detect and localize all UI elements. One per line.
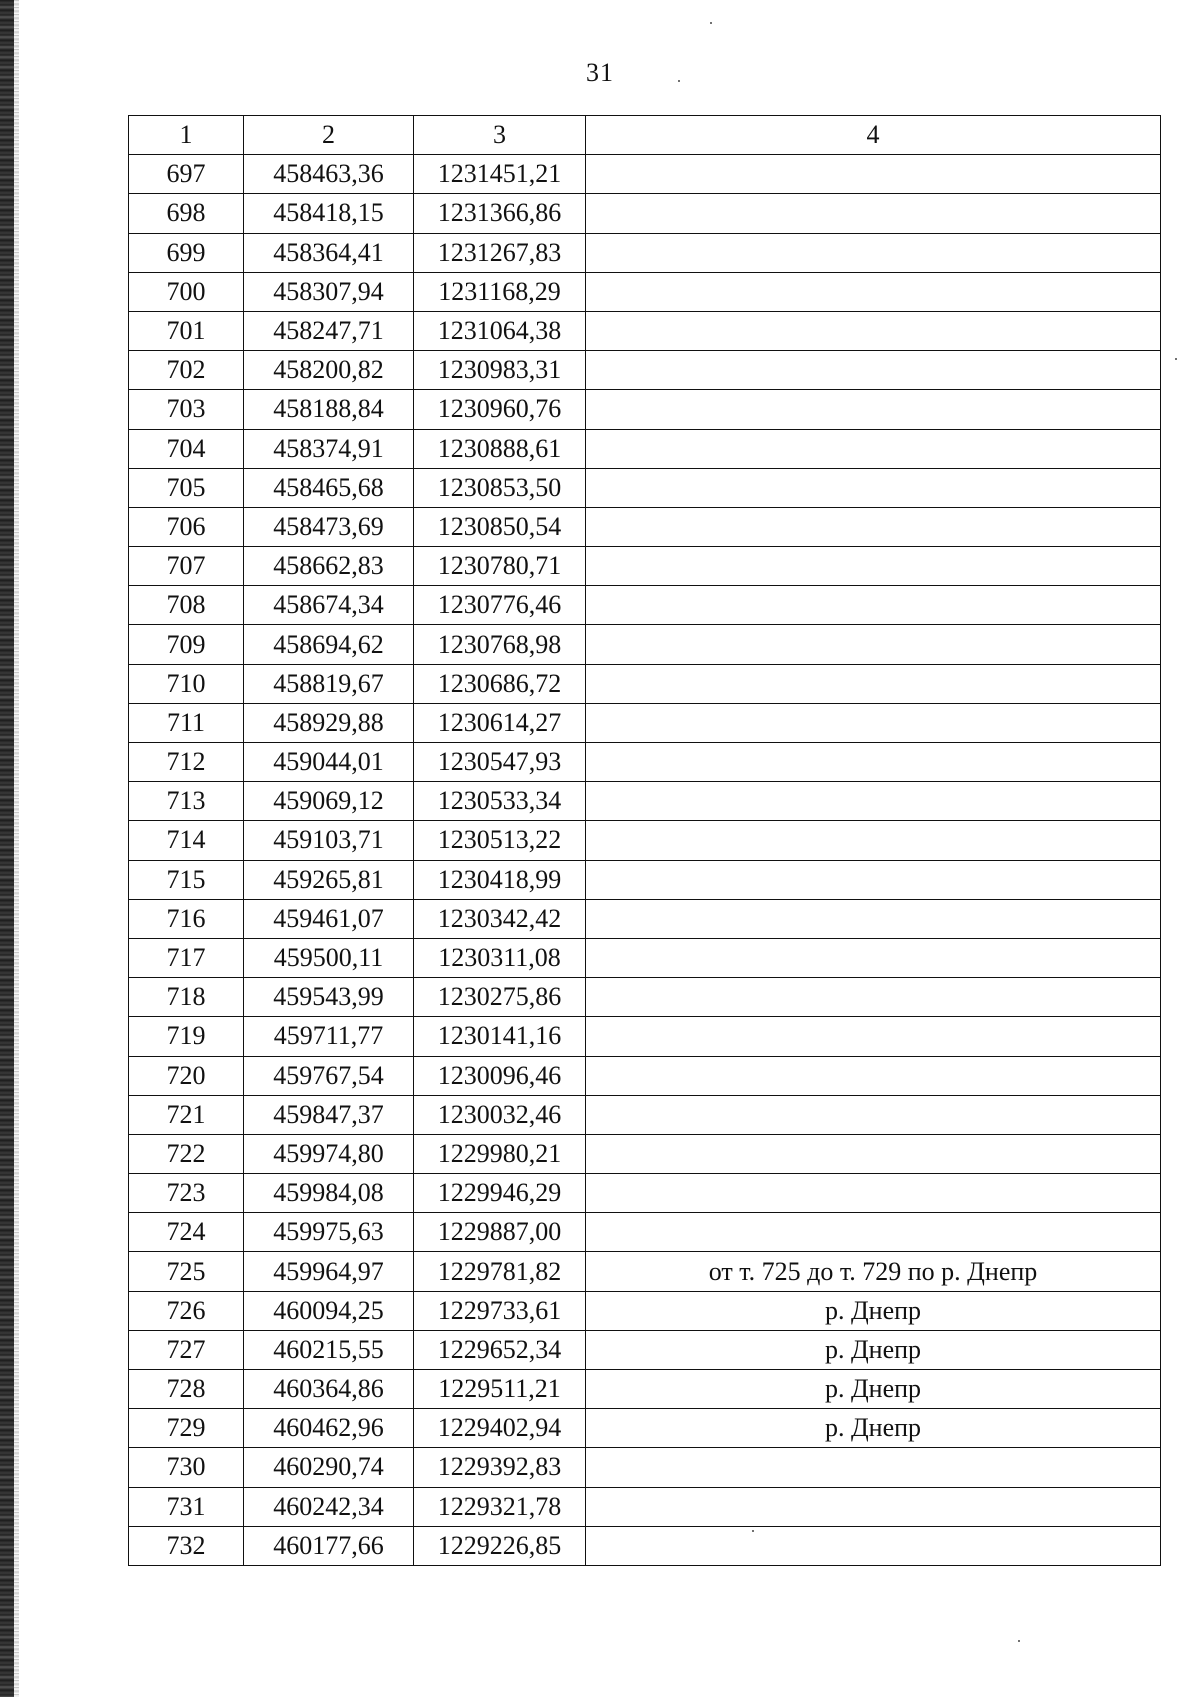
x-coordinate-cell: 459847,37 [244,1095,414,1134]
description-cell [586,390,1161,429]
y-coordinate-cell: 1230342,42 [414,899,586,938]
point-number-cell: 703 [129,390,244,429]
table-row [129,1487,1161,1526]
table-row [129,311,1161,350]
description-cell [586,899,1161,938]
description-cell [586,1213,1161,1252]
description-cell: от т. 725 до т. 729 по р. Днепр [586,1252,1161,1291]
y-coordinate-cell: 1230776,46 [414,586,586,625]
y-coordinate-cell: 1230311,08 [414,938,586,977]
y-coordinate-cell: 1229321,78 [414,1487,586,1526]
scan-speck [710,22,712,24]
table-row [129,743,1161,782]
y-coordinate-cell: 1230768,98 [414,625,586,664]
point-number-cell: 732 [129,1526,244,1565]
point-number-cell: 728 [129,1370,244,1409]
description-cell [586,194,1161,233]
y-coordinate-cell: 1229733,61 [414,1291,586,1330]
coordinates-table [128,115,1161,1566]
table-row [129,1174,1161,1213]
y-coordinate-cell: 1231366,86 [414,194,586,233]
y-coordinate-cell: 1230850,54 [414,507,586,546]
x-coordinate-cell: 458473,69 [244,507,414,546]
x-coordinate-cell: 459265,81 [244,860,414,899]
y-coordinate-cell: 1230275,86 [414,978,586,1017]
table-row [129,1095,1161,1134]
x-coordinate-cell: 459974,80 [244,1134,414,1173]
point-number-cell: 709 [129,625,244,664]
description-cell [586,1448,1161,1487]
table-row [129,1448,1161,1487]
x-coordinate-cell: 458463,36 [244,155,414,194]
point-number-cell: 701 [129,311,244,350]
point-number-cell: 700 [129,272,244,311]
y-coordinate-cell: 1231064,38 [414,311,586,350]
x-coordinate-cell: 459044,01 [244,743,414,782]
description-cell [586,1526,1161,1565]
point-number-cell: 706 [129,507,244,546]
table-row [129,1213,1161,1252]
x-coordinate-cell: 460290,74 [244,1448,414,1487]
description-cell [586,821,1161,860]
description-cell: р. Днепр [586,1409,1161,1448]
point-number-cell: 707 [129,547,244,586]
x-coordinate-cell: 458465,68 [244,468,414,507]
table-row [129,390,1161,429]
table-row [129,272,1161,311]
point-number-cell: 715 [129,860,244,899]
table-row [129,938,1161,977]
point-number-cell: 713 [129,782,244,821]
x-coordinate-cell: 459767,54 [244,1056,414,1095]
point-number-cell: 708 [129,586,244,625]
point-number-cell: 727 [129,1330,244,1369]
description-cell [586,1174,1161,1213]
table-body [129,155,1161,1566]
table-row [129,978,1161,1017]
y-coordinate-cell: 1229781,82 [414,1252,586,1291]
y-coordinate-cell: 1230547,93 [414,743,586,782]
point-number-cell: 710 [129,664,244,703]
description-cell [586,155,1161,194]
y-coordinate-cell: 1229946,29 [414,1174,586,1213]
x-coordinate-cell: 459500,11 [244,938,414,977]
table-row [129,860,1161,899]
table-row [129,1370,1161,1409]
point-number-cell: 716 [129,899,244,938]
column-header: 1 [129,116,244,155]
x-coordinate-cell: 458188,84 [244,390,414,429]
point-number-cell: 711 [129,703,244,742]
point-number-cell: 724 [129,1213,244,1252]
table-row [129,899,1161,938]
table-row [129,586,1161,625]
point-number-cell: 725 [129,1252,244,1291]
x-coordinate-cell: 459543,99 [244,978,414,1017]
page-number: 31 [586,58,614,87]
y-coordinate-cell: 1230614,27 [414,703,586,742]
x-coordinate-cell: 458247,71 [244,311,414,350]
y-coordinate-cell: 1230096,46 [414,1056,586,1095]
description-cell: р. Днепр [586,1370,1161,1409]
table-row [129,821,1161,860]
point-number-cell: 704 [129,429,244,468]
scan-speck [1018,1640,1020,1642]
y-coordinate-cell: 1230032,46 [414,1095,586,1134]
point-number-cell: 697 [129,155,244,194]
table-row [129,625,1161,664]
point-number-cell: 719 [129,1017,244,1056]
x-coordinate-cell: 458364,41 [244,233,414,272]
table-row [129,1409,1161,1448]
x-coordinate-cell: 458929,88 [244,703,414,742]
table-row [129,703,1161,742]
y-coordinate-cell: 1229887,00 [414,1213,586,1252]
y-coordinate-cell: 1230533,34 [414,782,586,821]
table-row [129,547,1161,586]
description-cell [586,782,1161,821]
point-number-cell: 723 [129,1174,244,1213]
description-cell [586,938,1161,977]
description-cell [586,1487,1161,1526]
table-row [129,1056,1161,1095]
table-row [129,1291,1161,1330]
y-coordinate-cell: 1229511,21 [414,1370,586,1409]
y-coordinate-cell: 1229226,85 [414,1526,586,1565]
description-cell [586,547,1161,586]
x-coordinate-cell: 458374,91 [244,429,414,468]
y-coordinate-cell: 1231267,83 [414,233,586,272]
point-number-cell: 726 [129,1291,244,1330]
table-row [129,782,1161,821]
y-coordinate-cell: 1231168,29 [414,272,586,311]
point-number-cell: 720 [129,1056,244,1095]
x-coordinate-cell: 460094,25 [244,1291,414,1330]
table-row [129,233,1161,272]
description-cell [586,1056,1161,1095]
description-cell [586,233,1161,272]
description-cell [586,625,1161,664]
y-coordinate-cell: 1230686,72 [414,664,586,703]
x-coordinate-cell: 460242,34 [244,1487,414,1526]
scan-speck [1175,358,1177,360]
description-cell: р. Днепр [586,1330,1161,1369]
x-coordinate-cell: 458819,67 [244,664,414,703]
x-coordinate-cell: 459103,71 [244,821,414,860]
table-row [129,429,1161,468]
point-number-cell: 722 [129,1134,244,1173]
table-row [129,664,1161,703]
description-cell [586,1134,1161,1173]
column-header: 4 [586,116,1161,155]
point-number-cell: 705 [129,468,244,507]
description-cell [586,1095,1161,1134]
point-number-cell: 714 [129,821,244,860]
y-coordinate-cell: 1229392,83 [414,1448,586,1487]
x-coordinate-cell: 460177,66 [244,1526,414,1565]
description-cell [586,1017,1161,1056]
y-coordinate-cell: 1230983,31 [414,351,586,390]
x-coordinate-cell: 459975,63 [244,1213,414,1252]
y-coordinate-cell: 1230780,71 [414,547,586,586]
x-coordinate-cell: 459461,07 [244,899,414,938]
point-number-cell: 729 [129,1409,244,1448]
table-row [129,507,1161,546]
x-coordinate-cell: 459711,77 [244,1017,414,1056]
table-row [129,1017,1161,1056]
description-cell [586,586,1161,625]
table-row [129,194,1161,233]
description-cell [586,664,1161,703]
point-number-cell: 717 [129,938,244,977]
point-number-cell: 731 [129,1487,244,1526]
point-number-cell: 721 [129,1095,244,1134]
description-cell [586,311,1161,350]
y-coordinate-cell: 1230960,76 [414,390,586,429]
x-coordinate-cell: 458200,82 [244,351,414,390]
y-coordinate-cell: 1229402,94 [414,1409,586,1448]
y-coordinate-cell: 1229980,21 [414,1134,586,1173]
y-coordinate-cell: 1230418,99 [414,860,586,899]
column-header: 3 [414,116,586,155]
x-coordinate-cell: 458307,94 [244,272,414,311]
x-coordinate-cell: 459984,08 [244,1174,414,1213]
point-number-cell: 702 [129,351,244,390]
scan-speck [678,80,680,82]
x-coordinate-cell: 459069,12 [244,782,414,821]
scan-edge [0,0,14,1697]
point-number-cell: 718 [129,978,244,1017]
table-row [129,1526,1161,1565]
y-coordinate-cell: 1230853,50 [414,468,586,507]
point-number-cell: 712 [129,743,244,782]
table-row [129,155,1161,194]
y-coordinate-cell: 1231451,21 [414,155,586,194]
y-coordinate-cell: 1230888,61 [414,429,586,468]
description-cell [586,351,1161,390]
description-cell [586,743,1161,782]
description-cell [586,978,1161,1017]
x-coordinate-cell: 458694,62 [244,625,414,664]
x-coordinate-cell: 460462,96 [244,1409,414,1448]
description-cell [586,272,1161,311]
point-number-cell: 730 [129,1448,244,1487]
description-cell [586,507,1161,546]
x-coordinate-cell: 460215,55 [244,1330,414,1369]
y-coordinate-cell: 1230513,22 [414,821,586,860]
x-coordinate-cell: 459964,97 [244,1252,414,1291]
point-number-cell: 698 [129,194,244,233]
x-coordinate-cell: 458418,15 [244,194,414,233]
description-cell: р. Днепр [586,1291,1161,1330]
y-coordinate-cell: 1229652,34 [414,1330,586,1369]
column-header: 2 [244,116,414,155]
description-cell [586,429,1161,468]
table-header-row [129,116,1161,155]
x-coordinate-cell: 458674,34 [244,586,414,625]
x-coordinate-cell: 458662,83 [244,547,414,586]
table-row [129,468,1161,507]
table-row [129,1252,1161,1291]
table-row [129,1330,1161,1369]
table-row [129,1134,1161,1173]
point-number-cell: 699 [129,233,244,272]
description-cell [586,468,1161,507]
description-cell [586,703,1161,742]
y-coordinate-cell: 1230141,16 [414,1017,586,1056]
x-coordinate-cell: 460364,86 [244,1370,414,1409]
description-cell [586,860,1161,899]
table-row [129,351,1161,390]
